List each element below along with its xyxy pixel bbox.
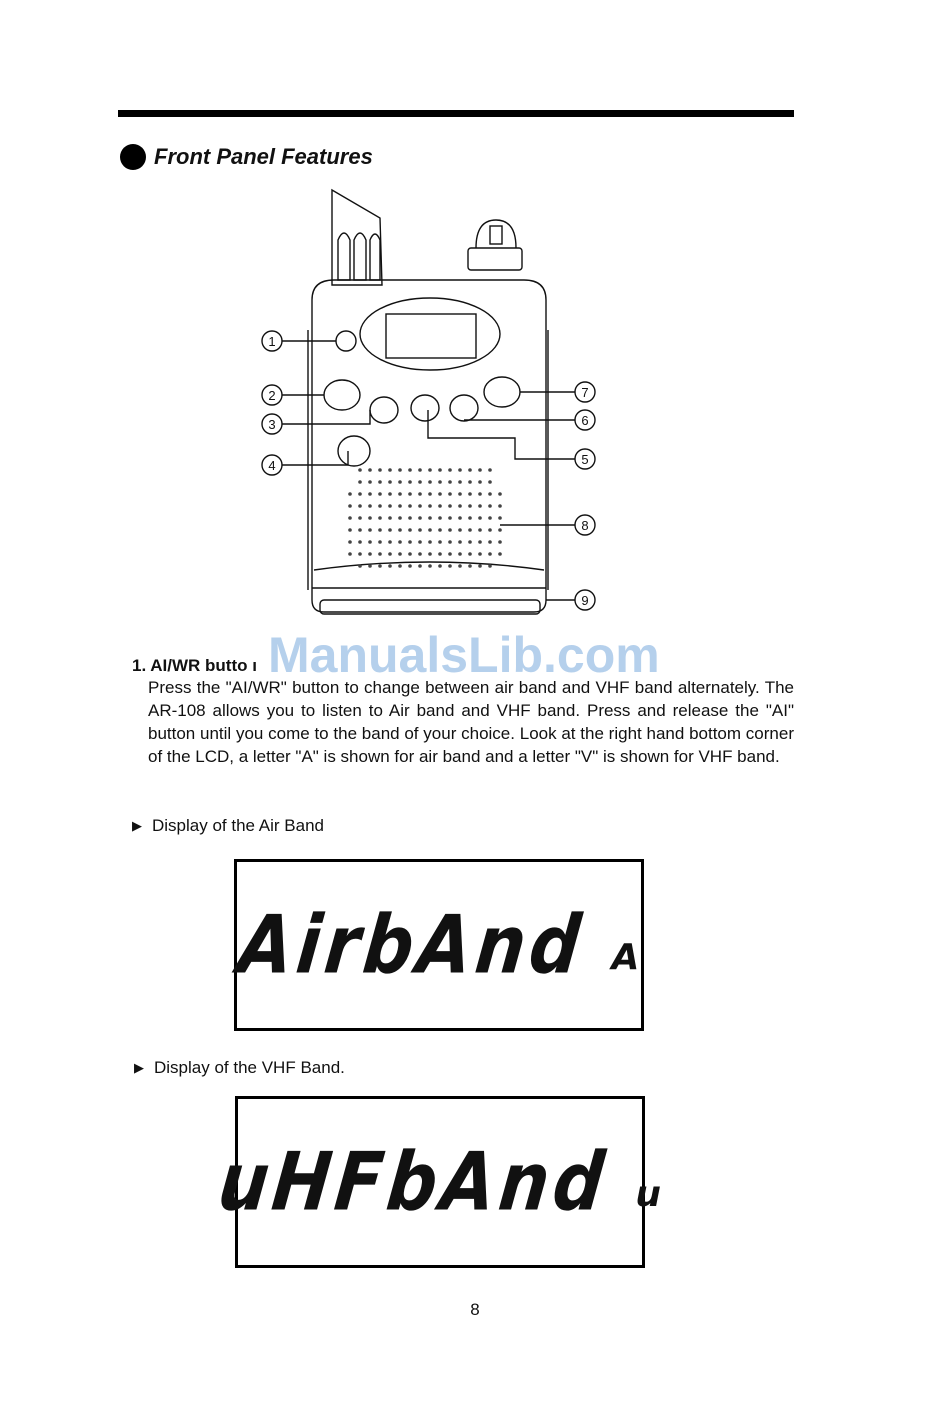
- page-number: 8: [470, 1300, 480, 1319]
- lcd-vhf-indicator: u: [635, 1174, 662, 1215]
- caption-vhf-text: Display of the VHF Band.: [154, 1058, 345, 1077]
- bullet-dot-icon: [120, 144, 146, 170]
- item-heading: 1. AI/WR butto ı: [132, 656, 257, 675]
- callout-8: 8: [581, 518, 589, 533]
- callout-4: 4: [268, 458, 276, 473]
- radio-front-panel-diagram: [250, 180, 610, 630]
- callout-9: 9: [581, 593, 589, 608]
- lcd-air-indicator: A: [611, 937, 640, 978]
- triangle-bullet-icon: ▶: [132, 818, 142, 833]
- callout-3: 3: [268, 417, 276, 432]
- caption-air-text: Display of the Air Band: [152, 816, 324, 835]
- callout-1: 1: [268, 334, 276, 349]
- callout-6: 6: [581, 413, 589, 428]
- callout-2: 2: [268, 388, 276, 403]
- section-title: Front Panel Features: [154, 144, 373, 169]
- caption-air-band: [132, 816, 324, 836]
- item-body-text: Press the "AI/WR" button to change between air band and VHF band alternately. The AR-108 allows you to listen to Air band and VHF band. Press and release the "AI" button until you come to the band of your choice. Look at the right hand bottom corner of the LCD, a letter "A" is shown for air band and a letter "V" is shown for VHF band.: [148, 678, 794, 766]
- callout-5: 5: [581, 452, 589, 467]
- triangle-bullet-icon: ▶: [134, 1060, 144, 1075]
- watermark: ManualsLib.com: [268, 627, 660, 683]
- caption-vhf-band: [134, 1058, 345, 1078]
- callout-7: 7: [581, 385, 589, 400]
- lcd-display-vhf-band: [213, 1096, 662, 1268]
- lcd-vhf-text: uHFbAnd: [213, 1134, 613, 1230]
- top-rule: [118, 110, 794, 117]
- section-heading: [120, 144, 373, 170]
- lcd-air-text: AirbAnd: [233, 897, 589, 993]
- lcd-display-air-band: [234, 859, 644, 1031]
